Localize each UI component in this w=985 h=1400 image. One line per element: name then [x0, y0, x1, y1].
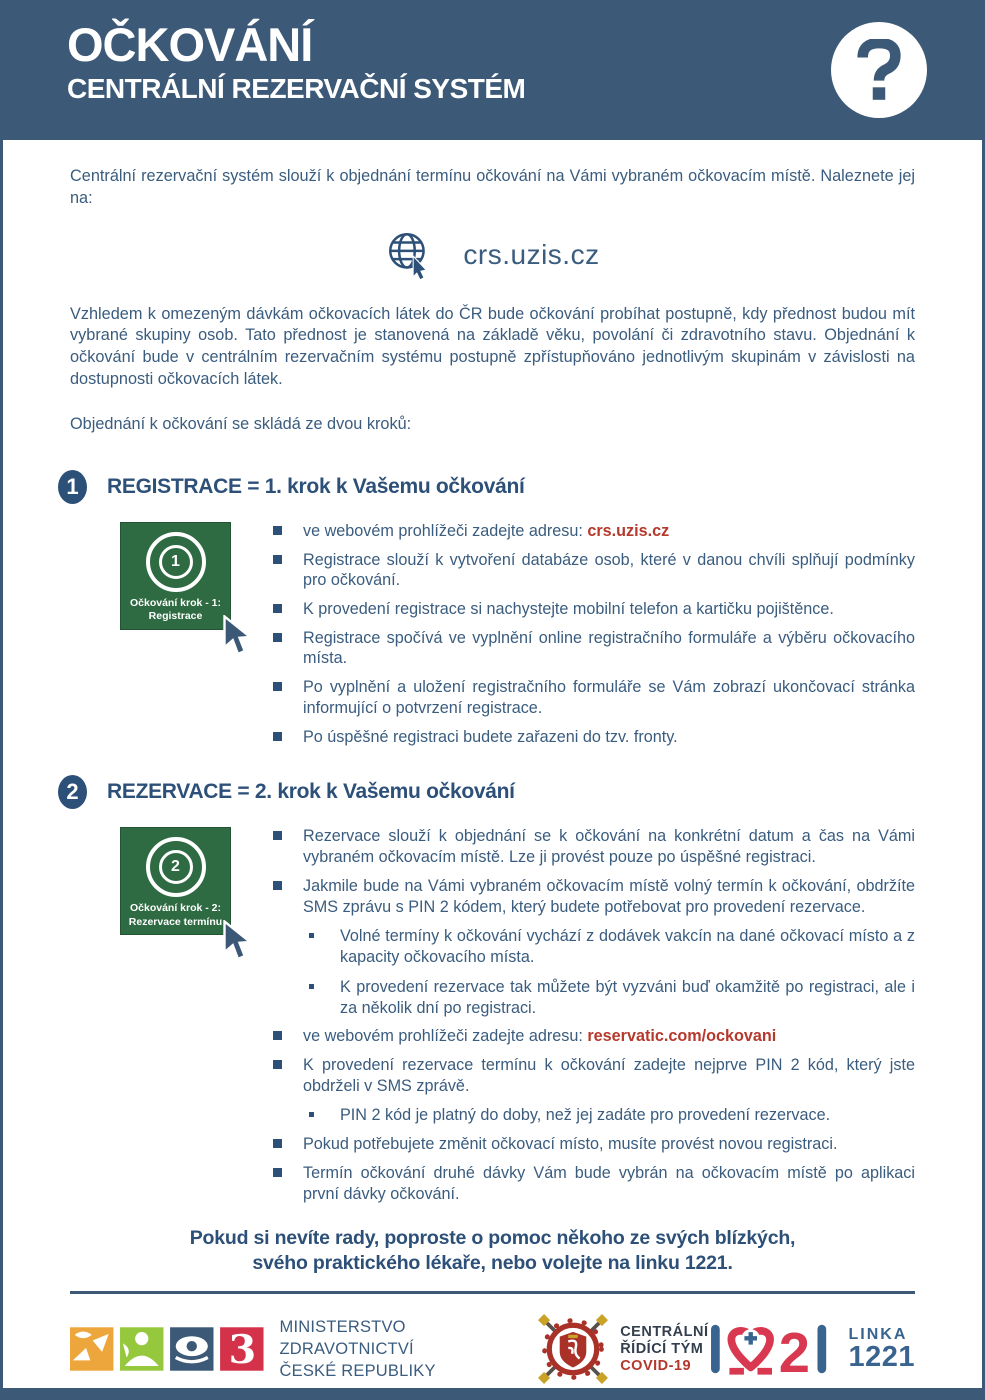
- bullet-text: Rezervace slouží k objednání se k očkování na konkrétní datum a čas na Vámi vybraném očkovacím místě. Lze ji provést pouze po úspěšné registraci.: [303, 827, 915, 867]
- bullet-item: [273, 521, 915, 542]
- square-bullet-icon: [273, 633, 282, 642]
- sub-bullet-item: [303, 1105, 915, 1126]
- square-bullet-icon: [273, 526, 282, 535]
- bullet-item: [273, 550, 915, 591]
- square-bullet-icon: [273, 881, 282, 890]
- step-2-card-label: Očkování krok - 2: Rezervace termínu: [128, 902, 223, 929]
- bullet-text: ve webovém prohlížeči zadejte adresu:: [303, 1027, 588, 1046]
- step-2-card-circle-icon: 2: [146, 837, 206, 897]
- square-bullet-icon: [273, 732, 282, 741]
- crs-url-link[interactable]: crs.uzis.cz: [463, 238, 600, 270]
- footer-divider: [70, 1291, 915, 1294]
- intro-paragraph: Centrální rezervační systém slouží k objednání termínu očkování na Vámi vybraném očkovacím místě. Naleznete jej na:: [70, 167, 915, 207]
- covid-19-label: COVID-19: [620, 1357, 692, 1374]
- bullet-text: Pokud potřebujete změnit očkovací místo, musíte provést novou registraci.: [303, 1135, 838, 1154]
- sub-bullet-text: Volné termíny k očkování vychází z dodávek vakcín na dané očkovací místo a z kapacity očkovacího místa.: [340, 927, 915, 967]
- step-1-card-circle-icon: 1: [146, 532, 206, 592]
- steps-intro: Objednání k očkování se skládá ze dvou kroků:: [70, 414, 412, 433]
- square-bullet-icon: [273, 1139, 282, 1148]
- bullet-item: [273, 599, 915, 620]
- mouse-cursor-icon: [220, 920, 256, 962]
- bullet-text: Jakmile bude na Vámi vybraném očkovacím místě volný termín k očkování, obdržíte SMS zprávu s PIN 2 kódem, který budete potřebovat pro provedení rezervace.: [303, 876, 915, 916]
- section-2-heading-row: [58, 775, 915, 809]
- step-1-card-label: Očkování krok - 1: Registrace: [129, 596, 222, 623]
- sub-bullet-item: [303, 926, 915, 967]
- bullet-text: Registrace spočívá ve vyplnění online registračního formuláře a výběru očkovacího místa.: [303, 628, 915, 668]
- sub-bullet-text: K provedení rezervace tak můžete být vyzváni buď okamžitě po registraci, ale i za několik dní po registraci.: [340, 977, 915, 1017]
- globe-cursor-icon: [385, 229, 433, 281]
- section-registrace: [66, 470, 915, 748]
- small-square-bullet-icon: [309, 984, 314, 989]
- crt-emblem-icon: [536, 1312, 610, 1386]
- svg-text:3: 3: [228, 1327, 257, 1374]
- small-square-bullet-icon: [309, 1112, 314, 1117]
- square-bullet-icon: [273, 1031, 282, 1040]
- bullet-item: [273, 1055, 915, 1126]
- help-note: Pokud si nevíte rady, poproste o pomoc někoho ze svých blízkých, svého praktického lékaře, nebo volejte na linku 1221.: [189, 1227, 796, 1274]
- bullet-text: K provedení rezervace termínu k očkování zadejte nejprve PIN 2 kód, který jste obdrželi v SMS zprávě.: [303, 1056, 915, 1095]
- square-bullet-icon: [273, 1060, 282, 1069]
- bullet-text: Po úspěšné registraci budete zařazeni do tzv. fronty.: [303, 727, 678, 746]
- content-area: [3, 166, 982, 1388]
- question-mark-icon: [831, 22, 927, 118]
- logo-strip: [70, 1310, 915, 1388]
- availability-paragraph: Vzhledem k omezeným dávkám očkovacích látek do ČR bude očkování probíhat postupně, kdy přednost budou mít vybrané skupiny osob. Tato přednost je stanovená na základě věku, povolání či zdravotního stavu. Objednání k očkování bude v centrálním rezervačním systému postupně zpřístupňováno jednotlivým skupinám v závislosti na dostupnosti očkovacích látek.: [70, 304, 915, 389]
- bullet-text: Termín očkování druhé dávky Vám bude vybrán na očkovacím místě po aplikaci první dávky očkování.: [303, 1163, 915, 1203]
- crt-name: CENTRÁLNÍ ŘÍDÍCÍ TÝM COVID-19: [620, 1324, 709, 1374]
- bullet-text: Po vyplnění a uložení registračního formuláře se Vám zobrazí ukončovací stránka informující o potvrzení registrace.: [303, 678, 915, 717]
- linka-1221-mark-icon: [708, 1319, 836, 1379]
- mouse-cursor-icon: [220, 615, 256, 657]
- red-url-link[interactable]: crs.uzis.cz: [587, 521, 670, 540]
- bullet-item: [273, 628, 915, 669]
- section-2-title: REZERVACE = 2. krok k Vašemu očkování: [107, 780, 515, 804]
- bullet-item: [273, 876, 915, 1018]
- bullet-item: [273, 1134, 915, 1155]
- ministry-name: MINISTERSTVO ZDRAVOTNICTVÍ ČESKÉ REPUBLIKY: [279, 1317, 436, 1381]
- step-1-card[interactable]: [121, 523, 230, 629]
- step-1-badge: 1: [58, 470, 87, 504]
- bullet-text: ve webovém prohlížeči zadejte adresu:: [303, 521, 588, 540]
- square-bullet-icon: [273, 682, 282, 691]
- bullet-item: [273, 727, 915, 748]
- page-subtitle: CENTRÁLNÍ REZERVAČNÍ SYSTÉM: [67, 73, 526, 105]
- ministry-squares-icon: [70, 1325, 264, 1373]
- sub-bullet-item: [303, 977, 915, 1018]
- section-2-bullets: [273, 826, 915, 1204]
- square-bullet-icon: [273, 604, 282, 613]
- square-bullet-icon: [273, 555, 282, 564]
- page-title: OČKOVÁNÍ: [67, 18, 313, 71]
- square-bullet-icon: [273, 831, 282, 840]
- ministry-logo: [70, 1316, 536, 1383]
- bullet-text: K provedení registrace si nachystejte mobilní telefon a kartičku pojištěnce.: [303, 600, 834, 618]
- square-bullet-icon: [273, 1168, 282, 1177]
- bullet-item: [273, 826, 915, 867]
- section-1-heading-row: [58, 470, 915, 504]
- bullet-text: Registrace slouží k vytvoření databáze osob, které v danou chvíli splňují podmínky pro očkování.: [303, 550, 915, 590]
- bullet-item: [273, 677, 915, 718]
- sub-bullet-text: PIN 2 kód je platný do doby, než jej zadáte pro provedení rezervace.: [340, 1106, 831, 1125]
- svg-text:2: 2: [779, 1321, 811, 1380]
- step-2-card[interactable]: [121, 828, 230, 934]
- linka-1221-text: LINKA 1221: [848, 1325, 915, 1373]
- bullet-item: [273, 1163, 915, 1204]
- section-1-bullets: [273, 521, 915, 748]
- crt-logo: [536, 1312, 708, 1386]
- section-1-title: REGISTRACE = 1. krok k Vašemu očkování: [107, 474, 525, 498]
- website-row: [70, 230, 915, 280]
- small-square-bullet-icon: [309, 933, 314, 938]
- bullet-item: [273, 1026, 915, 1047]
- red-url-link[interactable]: reservatic.com/ockovani: [587, 1027, 777, 1046]
- section-rezervace: [66, 775, 915, 1204]
- page-header: [3, 0, 982, 140]
- linka-1221-logo: [708, 1319, 915, 1379]
- step-2-badge: 2: [58, 775, 87, 809]
